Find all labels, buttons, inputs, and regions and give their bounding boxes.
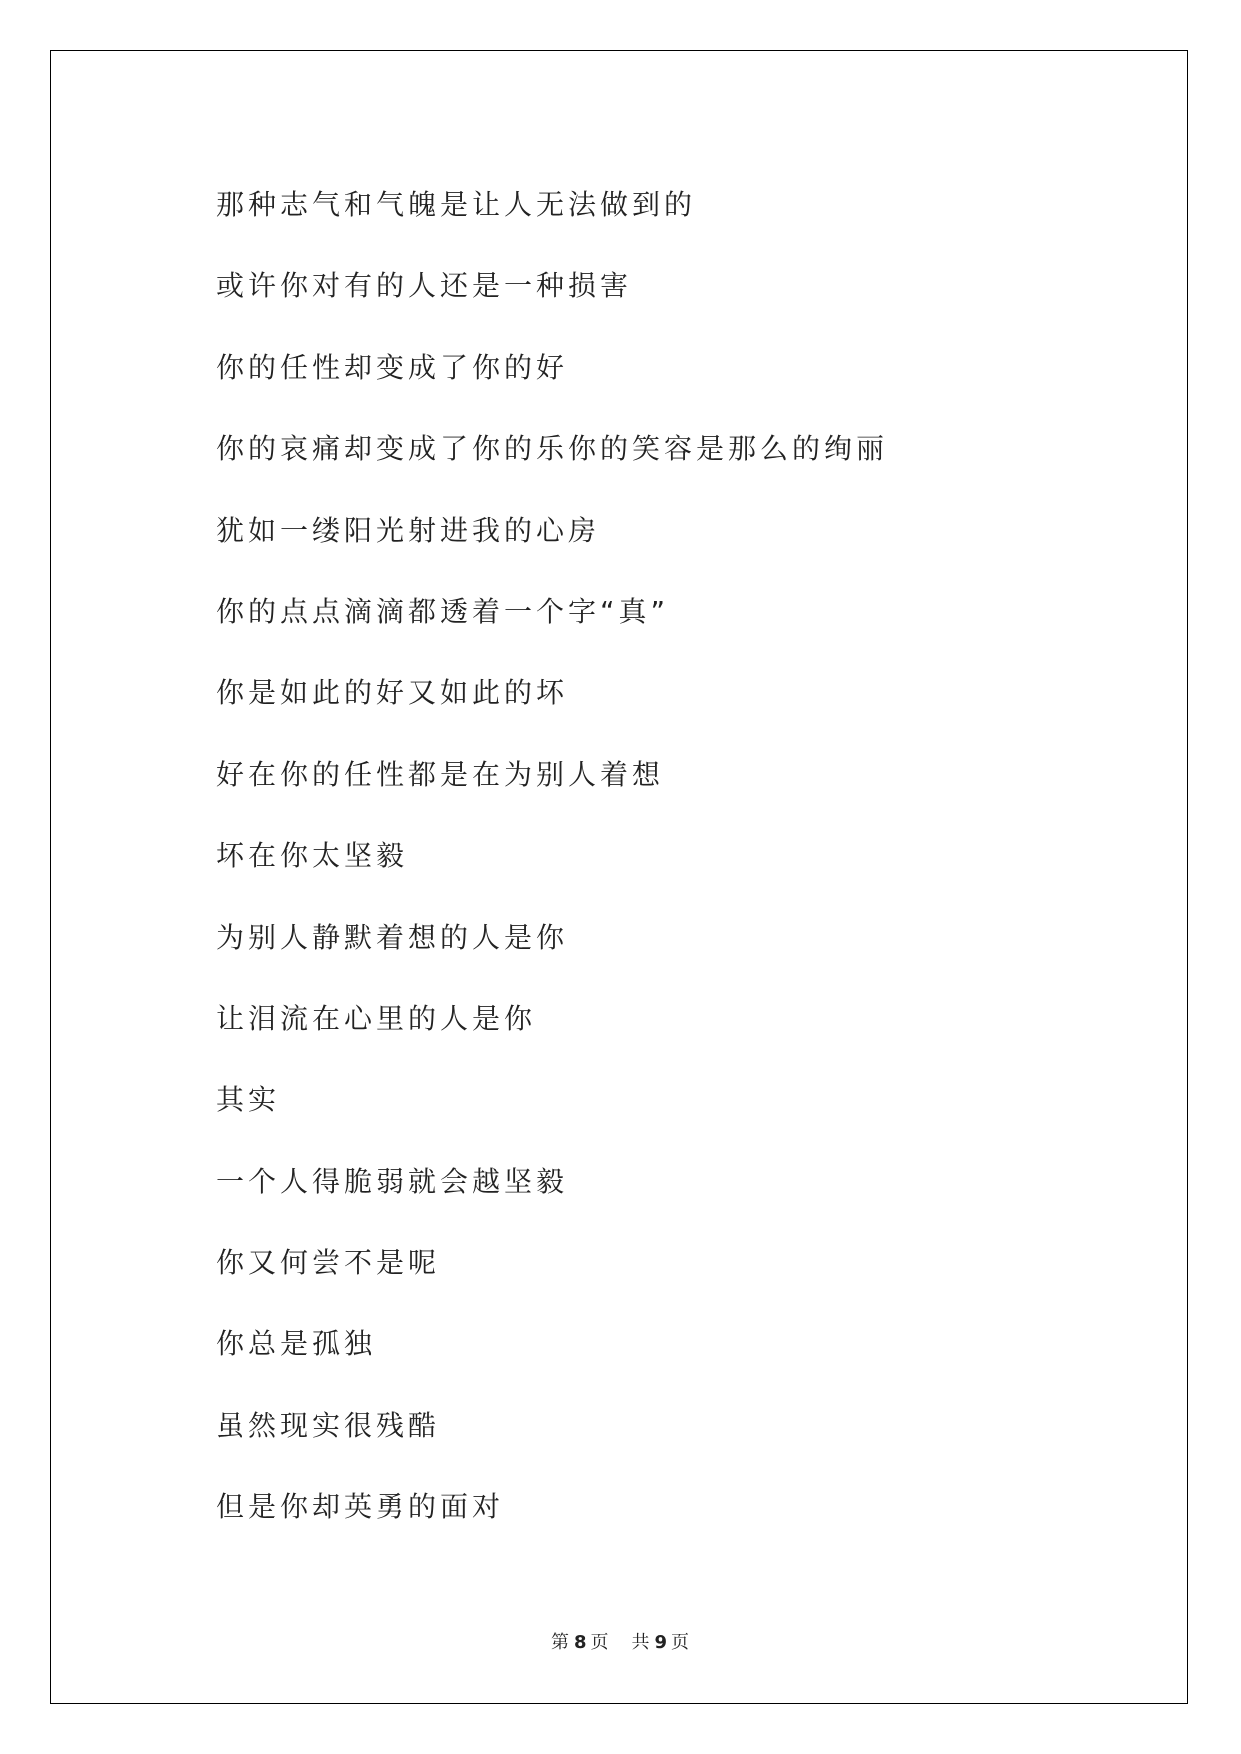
document-body	[216, 164, 1116, 1548]
text-line: 坏在你太坚毅	[216, 839, 409, 873]
text-line: 一个人得脆弱就会越坚毅	[216, 1164, 569, 1198]
current-page-number: 8	[573, 1632, 587, 1653]
text-line: 犹如一缕阳光射进我的心房	[216, 513, 601, 547]
text-line: 你的点点滴滴都透着一个字“真”	[216, 594, 670, 628]
text-line: 那种志气和气魄是让人无法做到的	[216, 188, 697, 221]
text-line: 你的哀痛却变成了你的乐你的笑容是那么的绚丽	[216, 432, 889, 466]
total-pages-number: 9	[654, 1632, 668, 1653]
total-suffix: 页	[671, 1632, 691, 1653]
text-line: 或许你对有的人还是一种损害	[216, 269, 633, 303]
text-line: 但是你却英勇的面对	[216, 1490, 505, 1524]
text-line: 你的任性却变成了你的好	[216, 350, 569, 384]
text-line: 你又何尝不是呢	[216, 1246, 441, 1280]
page-footer	[0, 1628, 1241, 1654]
text-line: 其实	[216, 1083, 281, 1117]
text-line: 为别人静默着想的人是你	[216, 920, 569, 954]
total-prefix: 共	[631, 1632, 651, 1653]
text-line: 你总是孤独	[216, 1327, 377, 1361]
text-line: 虽然现实很残酷	[216, 1408, 441, 1442]
text-line: 你是如此的好又如此的坏	[216, 676, 569, 710]
page-suffix: 页	[590, 1632, 610, 1653]
text-line: 让泪流在心里的人是你	[216, 1001, 537, 1035]
text-line: 好在你的任性都是在为别人着想	[216, 757, 665, 791]
page-prefix: 第	[550, 1632, 570, 1653]
